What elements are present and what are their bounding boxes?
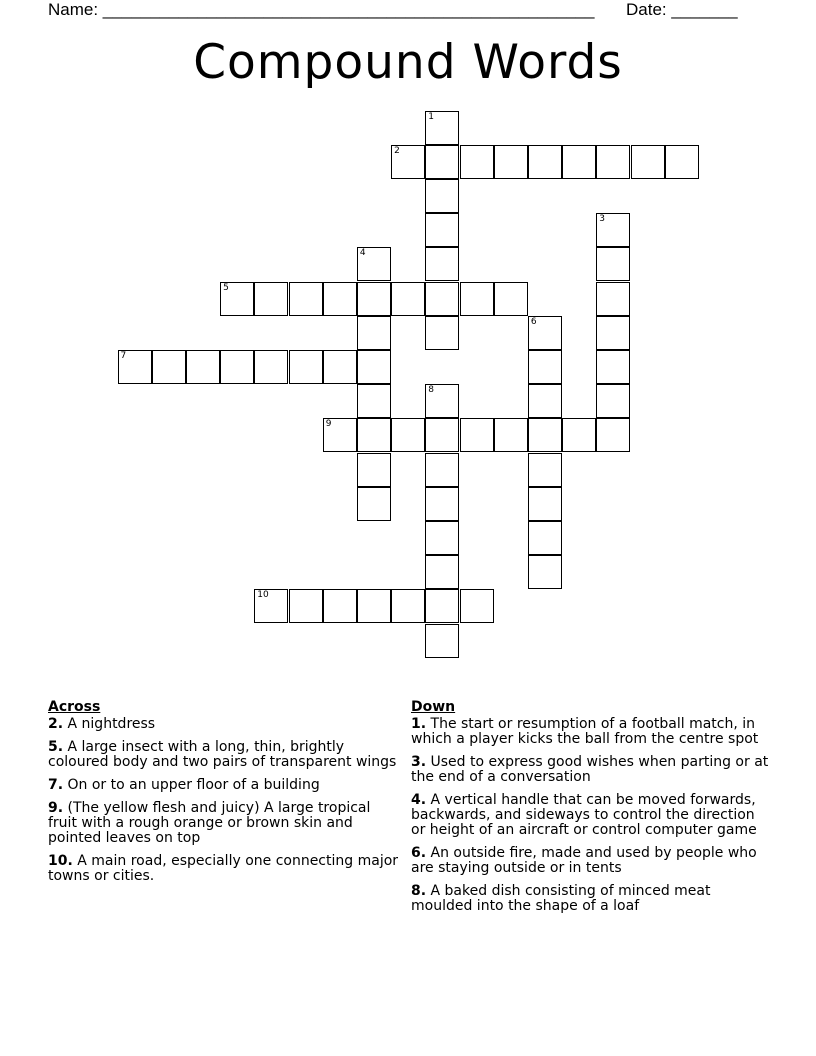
across-clue	[48, 801, 403, 846]
grid-cell[interactable]	[528, 453, 562, 487]
grid-cell[interactable]	[254, 282, 288, 316]
grid-cell[interactable]	[596, 282, 630, 316]
grid-cell[interactable]	[391, 418, 425, 452]
grid-cell[interactable]	[357, 487, 391, 521]
down-clue	[411, 717, 773, 747]
across-heading: Across	[48, 699, 101, 715]
grid-cell[interactable]	[357, 282, 391, 316]
grid-cell[interactable]	[152, 350, 186, 384]
grid-cell[interactable]	[323, 418, 357, 452]
clue-text: The start or resumption of a football match, in which a player kicks the ball from the centre spot	[411, 716, 759, 747]
clue-number: 9	[325, 419, 332, 430]
grid-cell[interactable]	[425, 453, 459, 487]
grid-cell[interactable]	[357, 247, 391, 281]
clue-number: 1.	[411, 716, 427, 732]
date-field-line[interactable]: Date: _______	[626, 0, 738, 19]
grid-cell[interactable]	[596, 247, 630, 281]
grid-cell[interactable]	[528, 384, 562, 418]
grid-cell[interactable]	[391, 282, 425, 316]
clue-number: 4	[359, 248, 366, 259]
grid-cell[interactable]	[631, 145, 665, 179]
grid-cell[interactable]	[528, 316, 562, 350]
clue-number: 7.	[48, 777, 64, 793]
clue-number: 10.	[48, 853, 73, 869]
grid-cell[interactable]	[425, 589, 459, 623]
grid-cell[interactable]	[528, 350, 562, 384]
grid-cell[interactable]	[460, 145, 494, 179]
grid-cell[interactable]	[289, 282, 323, 316]
grid-cell[interactable]	[596, 384, 630, 418]
clue-number: 10	[257, 590, 269, 601]
clue-text: A main road, especially one connecting major towns or cities.	[48, 853, 399, 884]
across-clue	[48, 717, 403, 732]
grid-cell[interactable]	[289, 350, 323, 384]
grid-cell[interactable]	[357, 350, 391, 384]
grid-cell[interactable]	[528, 521, 562, 555]
grid-cell[interactable]	[425, 521, 459, 555]
grid-cell[interactable]	[220, 350, 254, 384]
clue-number: 2.	[48, 716, 64, 732]
grid-cell[interactable]	[323, 589, 357, 623]
grid-cell[interactable]	[254, 350, 288, 384]
grid-cell[interactable]	[460, 282, 494, 316]
grid-cell[interactable]	[357, 418, 391, 452]
grid-cell[interactable]	[357, 453, 391, 487]
grid-cell[interactable]	[596, 316, 630, 350]
down-heading: Down	[411, 699, 456, 715]
clue-number: 3	[599, 214, 606, 225]
down-clues	[411, 700, 773, 922]
grid-cell[interactable]	[425, 213, 459, 247]
grid-cell[interactable]	[357, 384, 391, 418]
name-field-line[interactable]: Name: ____________________________________________________	[48, 0, 595, 19]
clue-number: 7	[120, 350, 127, 361]
grid-cell[interactable]	[596, 350, 630, 384]
clue-number: 1	[428, 111, 435, 122]
grid-cell[interactable]	[425, 418, 459, 452]
clue-number: 3.	[411, 754, 427, 770]
grid-cell[interactable]	[425, 145, 459, 179]
grid-cell[interactable]	[494, 145, 528, 179]
grid-cell[interactable]	[357, 589, 391, 623]
across-clue	[48, 778, 403, 793]
clue-number: 8	[428, 385, 435, 396]
clue-number: 4.	[411, 792, 427, 808]
grid-cell[interactable]	[323, 350, 357, 384]
grid-cell[interactable]	[323, 282, 357, 316]
clue-text: On or to an upper floor of a building	[63, 777, 320, 793]
grid-cell[interactable]	[665, 145, 699, 179]
grid-cell[interactable]	[118, 350, 152, 384]
across-clue	[48, 740, 403, 770]
grid-cell[interactable]	[391, 589, 425, 623]
clue-number: 2	[394, 145, 400, 156]
grid-cell[interactable]	[425, 487, 459, 521]
clue-text: A nightdress	[63, 716, 156, 732]
down-clue	[411, 884, 773, 914]
grid-cell[interactable]	[596, 213, 630, 247]
clue-number: 5	[223, 282, 229, 293]
grid-cell[interactable]	[357, 316, 391, 350]
grid-cell[interactable]	[425, 555, 459, 589]
clue-text: (The yellow flesh and juicy) A large tropical fruit with a rough orange or brown skin and pointed leaves on top	[48, 800, 371, 846]
grid-cell[interactable]	[528, 145, 562, 179]
grid-cell[interactable]	[562, 145, 596, 179]
grid-cell[interactable]	[528, 555, 562, 589]
grid-cell[interactable]	[425, 111, 459, 145]
clue-text: Used to express good wishes when parting or at the end of a conversation	[411, 754, 769, 785]
clue-number: 6	[530, 316, 537, 327]
grid-cell[interactable]	[494, 282, 528, 316]
grid-cell[interactable]	[425, 282, 459, 316]
down-clue	[411, 755, 773, 785]
grid-cell[interactable]	[528, 487, 562, 521]
grid-cell[interactable]	[425, 384, 459, 418]
grid-cell[interactable]	[596, 418, 630, 452]
down-clue	[411, 846, 773, 876]
grid-cell[interactable]	[391, 145, 425, 179]
grid-cell[interactable]	[460, 418, 494, 452]
page-title: Compound Words	[193, 35, 623, 90]
clue-text: An outside fire, made and used by people who are staying outside or in tents	[411, 845, 757, 876]
across-clue	[48, 854, 403, 884]
grid-cell[interactable]	[562, 418, 596, 452]
across-clues	[48, 700, 403, 892]
clue-number: 6.	[411, 845, 427, 861]
grid-cell[interactable]	[528, 418, 562, 452]
grid-cell[interactable]	[425, 179, 459, 213]
grid-cell[interactable]	[460, 589, 494, 623]
clue-text: A large insect with a long, thin, brightly coloured body and two pairs of transparent wings	[48, 739, 397, 770]
grid-cell[interactable]	[254, 589, 288, 623]
grid-cell[interactable]	[596, 145, 630, 179]
clue-number: 9.	[48, 800, 64, 816]
clue-text: A baked dish consisting of minced meat moulded into the shape of a loaf	[411, 883, 711, 914]
grid-cell[interactable]	[186, 350, 220, 384]
grid-cell[interactable]	[494, 418, 528, 452]
grid-cell[interactable]	[425, 316, 459, 350]
grid-cell[interactable]	[425, 624, 459, 658]
clue-text: A vertical handle that can be moved forwards, backwards, and sideways to control the direction or height of an aircraft or control computer game	[411, 792, 757, 838]
down-clue	[411, 793, 773, 838]
clue-number: 8.	[411, 883, 427, 899]
clue-number: 5.	[48, 739, 64, 755]
grid-cell[interactable]	[289, 589, 323, 623]
grid-cell[interactable]	[425, 247, 459, 281]
grid-cell[interactable]	[220, 282, 254, 316]
